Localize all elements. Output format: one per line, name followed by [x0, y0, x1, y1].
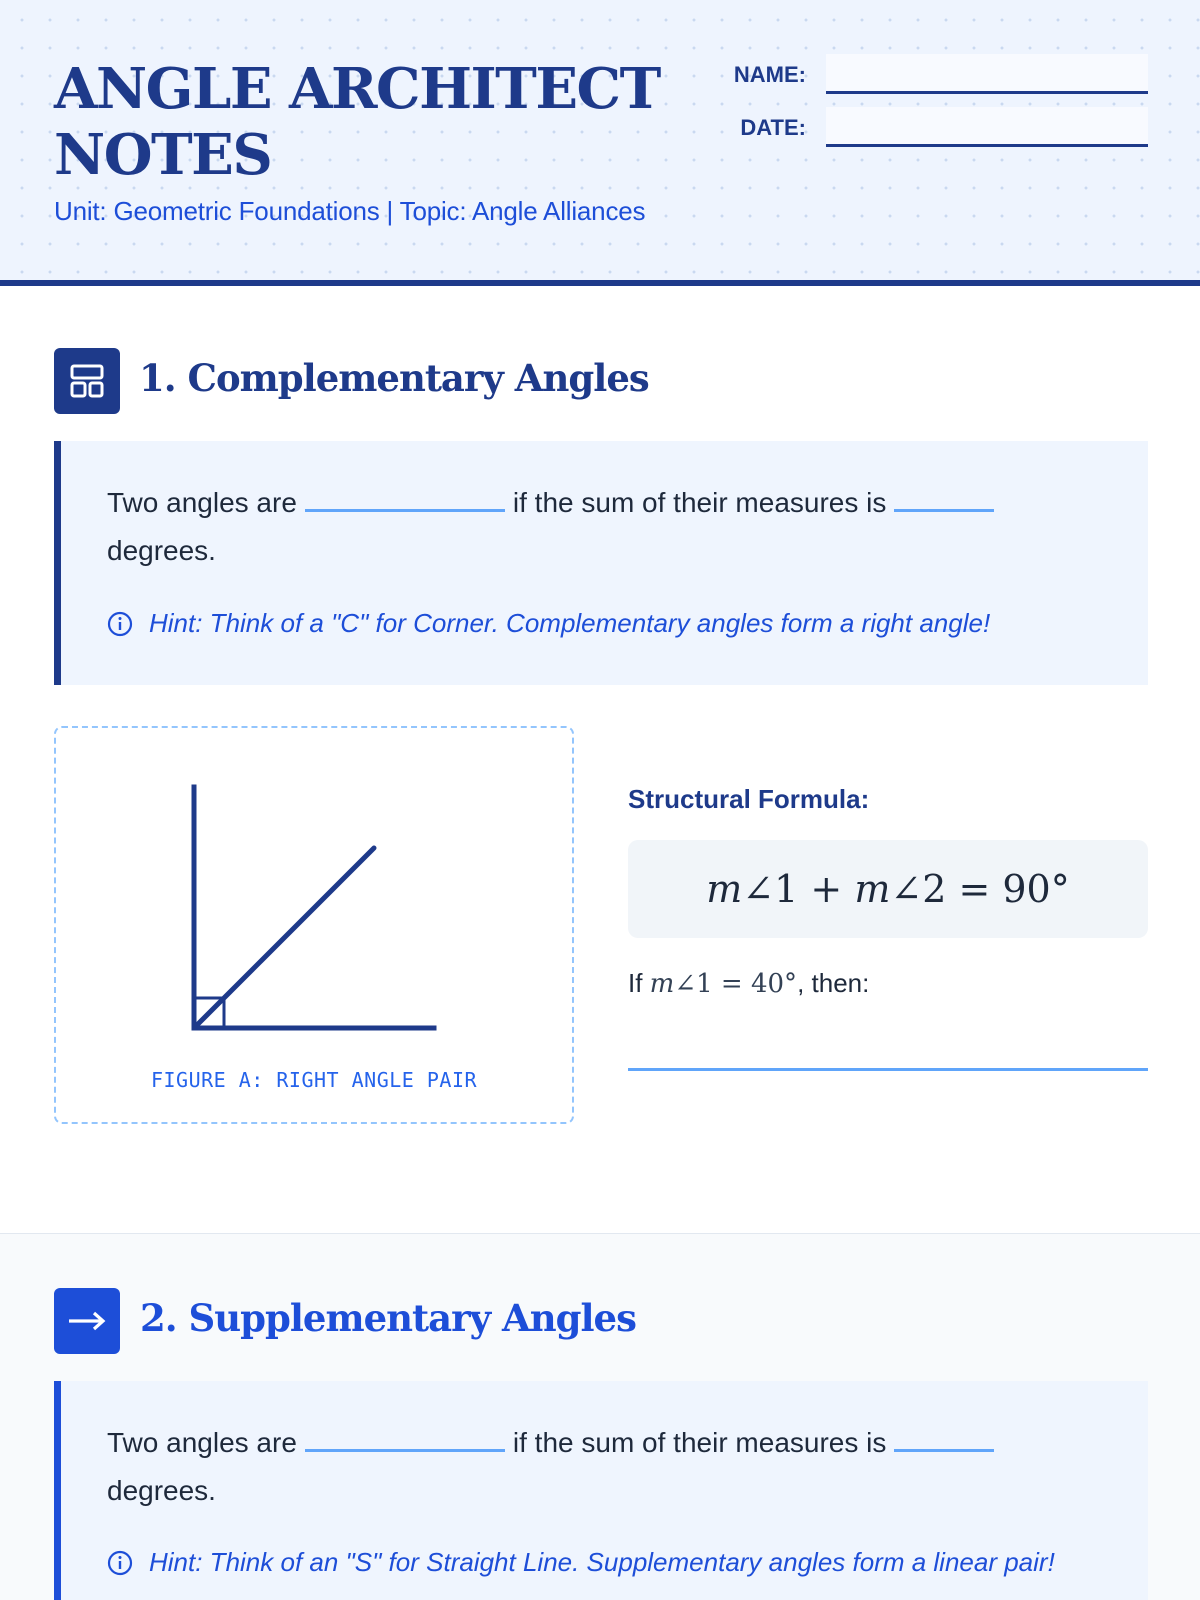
section-2-definition-box	[54, 1381, 1148, 1600]
section-1-title: 1. Complementary Angles	[139, 356, 649, 400]
section-2-hint	[107, 1547, 1055, 1578]
formula-part2: ∠2 = 90°	[890, 867, 1070, 911]
section-1-hint	[107, 608, 990, 639]
name-label: NAME:	[733, 62, 806, 87]
section-1-definition-box	[54, 441, 1148, 685]
right-angle-diagram	[56, 728, 576, 1058]
arrow-right-icon	[67, 1309, 107, 1333]
degrees-blank[interactable]	[894, 1446, 994, 1452]
section-2-definition	[107, 1419, 1107, 1515]
example-suffix: , then:	[797, 968, 870, 998]
example-m: m	[649, 969, 675, 999]
formula-part1: ∠1 +	[742, 867, 855, 911]
section-2-title: 2. Supplementary Angles	[140, 1296, 636, 1340]
example-expr: ∠1 = 40°	[674, 969, 798, 999]
formula-box	[628, 840, 1148, 938]
info-icon	[107, 611, 133, 637]
formula-m1: m	[706, 867, 743, 911]
info-icon	[107, 1550, 133, 1576]
figure-a-box	[54, 726, 574, 1124]
name-row	[0, 54, 1200, 94]
dividing-ray	[194, 848, 374, 1028]
example-prompt	[628, 968, 869, 999]
unit-topic-subtitle: Unit: Geometric Foundations | Topic: Angle Alliances	[54, 196, 646, 226]
definition-text-2: if the sum of their measures is	[512, 487, 887, 518]
definition-text-3: degrees.	[107, 1475, 216, 1506]
term-blank[interactable]	[305, 506, 505, 512]
formula-m2: m	[854, 867, 891, 911]
hint-text: Hint: Think of a "C" for Corner. Complementary angles form a right angle!	[149, 608, 991, 638]
section-2-icon-box	[54, 1288, 120, 1354]
date-field[interactable]	[826, 107, 1148, 147]
layout-icon	[69, 363, 105, 399]
definition-text-2: if the sum of their measures is	[512, 1427, 887, 1458]
section-1-definition	[107, 479, 1107, 575]
section-1-icon-box	[54, 348, 120, 414]
term-blank[interactable]	[305, 1446, 505, 1452]
definition-text-3: degrees.	[107, 535, 216, 566]
example-answer-line[interactable]	[628, 1068, 1148, 1071]
date-label: DATE:	[740, 115, 806, 140]
worksheet-header	[0, 0, 1200, 286]
hint-text: Hint: Think of an "S" for Straight Line. Supplementary angles form a linear pair!	[149, 1547, 1055, 1577]
example-prefix: If	[628, 968, 650, 998]
degrees-blank[interactable]	[894, 506, 994, 512]
definition-text-1: Two angles are	[107, 487, 297, 518]
figure-caption: FIGURE A: RIGHT ANGLE PAIR	[150, 1068, 478, 1092]
definition-text-1: Two angles are	[107, 1427, 297, 1458]
page-title: ANGLE ARCHITECT NOTES	[54, 56, 660, 188]
date-row	[0, 107, 1200, 147]
formula-label: Structural Formula:	[628, 784, 870, 814]
name-field[interactable]	[826, 54, 1148, 94]
